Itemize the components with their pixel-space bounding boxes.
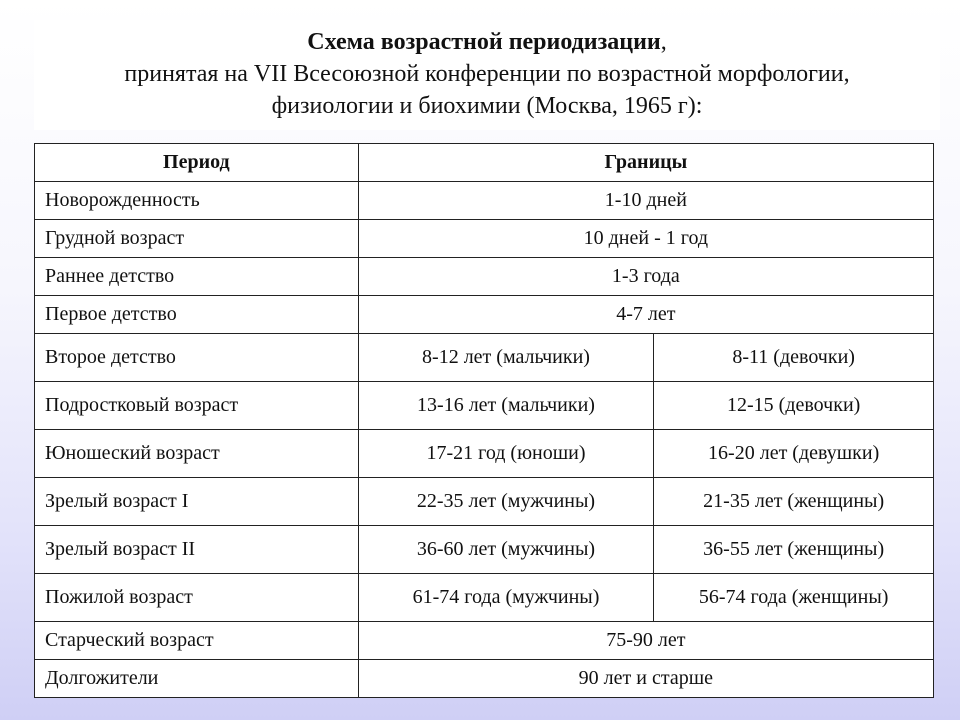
- title-subtitle-line-2: физиологии и биохимии (Москва, 1965 г):: [271, 93, 703, 119]
- table-row: [35, 622, 934, 660]
- row-range: 1-10 дней: [358, 182, 933, 220]
- table-row: [35, 660, 934, 698]
- row-range-female: 8-11 (девочки): [654, 334, 934, 382]
- age-periods-table: [34, 143, 934, 698]
- row-range-male: 61-74 года (мужчины): [358, 574, 654, 622]
- row-period: Грудной возраст: [35, 220, 359, 258]
- row-period: Новорожденность: [35, 182, 359, 220]
- title-heading-comma: ,: [660, 29, 667, 55]
- row-range-male: 22-35 лет (мужчины): [358, 478, 654, 526]
- title-subtitle-line-1: принятая на VII Всесоюзной конференции по возрастной морфологии,: [124, 61, 850, 87]
- row-range-male: 13-16 лет (мальчики): [358, 382, 654, 430]
- row-range-female: 16-20 лет (девушки): [654, 430, 934, 478]
- row-period: Второе детство: [35, 334, 359, 382]
- header-period: Период: [35, 144, 359, 182]
- row-range-female: 12-15 (девочки): [654, 382, 934, 430]
- table-row: [35, 334, 934, 382]
- title-heading-text: Схема возрастной периодизации: [307, 29, 661, 55]
- table-row: [35, 430, 934, 478]
- table-row: [35, 296, 934, 334]
- table-row: [35, 258, 934, 296]
- row-range: 1-3 года: [358, 258, 933, 296]
- row-period: Подростковый возраст: [35, 382, 359, 430]
- row-range-female: 56-74 года (женщины): [654, 574, 934, 622]
- row-period: Первое детство: [35, 296, 359, 334]
- row-range-female: 21-35 лет (женщины): [654, 478, 934, 526]
- table-row: [35, 182, 934, 220]
- table-header-row: [35, 144, 934, 182]
- row-period: Старческий возраст: [35, 622, 359, 660]
- title-block: [34, 20, 940, 130]
- row-range: 10 дней - 1 год: [358, 220, 933, 258]
- row-range: 4-7 лет: [358, 296, 933, 334]
- row-range: 90 лет и старше: [358, 660, 933, 698]
- row-range-male: 8-12 лет (мальчики): [358, 334, 654, 382]
- table-row: [35, 574, 934, 622]
- row-period: Раннее детство: [35, 258, 359, 296]
- title-heading: [34, 26, 940, 58]
- row-period: Зрелый возраст II: [35, 526, 359, 574]
- table-row: [35, 478, 934, 526]
- row-period: Зрелый возраст I: [35, 478, 359, 526]
- table-row: [35, 382, 934, 430]
- row-period: Долгожители: [35, 660, 359, 698]
- row-period: Пожилой возраст: [35, 574, 359, 622]
- row-period: Юношеский возраст: [35, 430, 359, 478]
- header-range: Границы: [358, 144, 933, 182]
- row-range: 75-90 лет: [358, 622, 933, 660]
- table-row: [35, 220, 934, 258]
- row-range-female: 36-55 лет (женщины): [654, 526, 934, 574]
- row-range-male: 17-21 год (юноши): [358, 430, 654, 478]
- row-range-male: 36-60 лет (мужчины): [358, 526, 654, 574]
- table-row: [35, 526, 934, 574]
